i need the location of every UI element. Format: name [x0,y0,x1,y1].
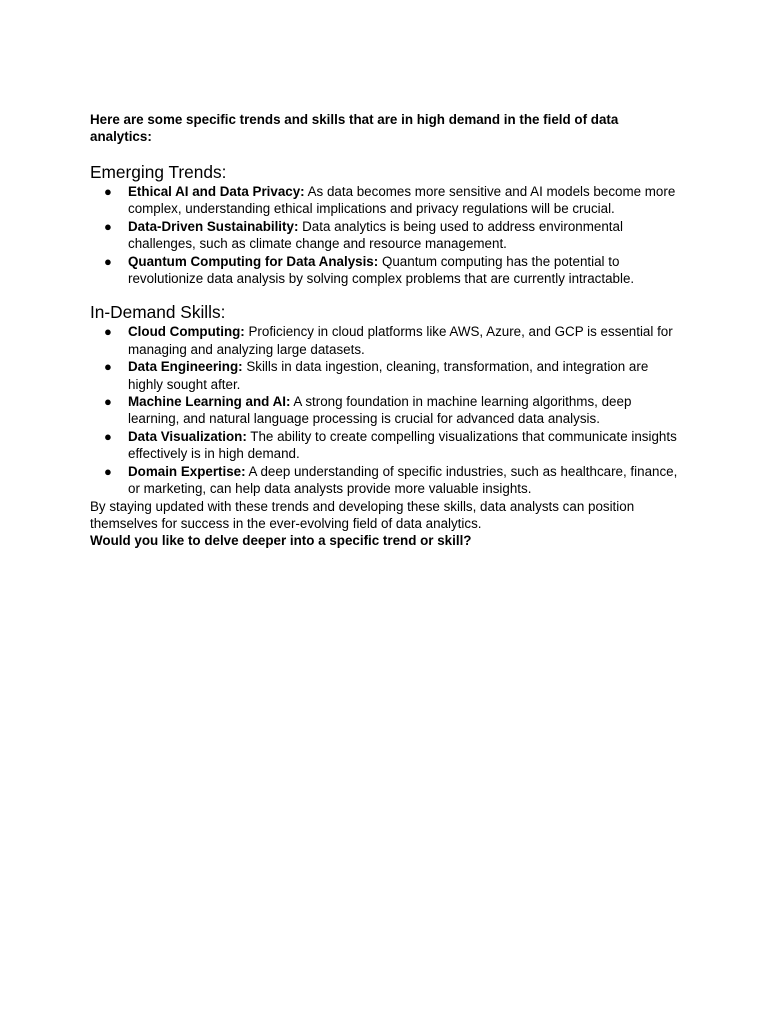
trend-title: Quantum Computing for Data Analysis: [128,253,379,269]
skill-text: Proficiency in cloud platforms like AWS, Azure, and GCP is essential for managing and analyzing large datasets. [128,324,673,357]
skill-item-data-engineering [90,358,680,393]
bullet-icon: ● [104,184,112,199]
skills-heading: In-Demand Skills: [90,302,226,323]
document-page [90,111,680,550]
trend-item-sustainability [90,218,680,253]
trend-title: Ethical AI and Data Privacy: [128,184,305,199]
skill-text: A deep understanding of specific industries, such as healthcare, finance, or marketing, can help data analysts provide more valuable insights. [128,463,678,497]
follow-up-question: Would you like to delve deeper into a specific trend or skill? [90,533,472,549]
skill-item-visualization [90,428,680,463]
skill-item-ml-ai [90,393,680,428]
skill-title: Data Engineering: [128,359,243,375]
trend-text: Data analytics is being used to address environmental challenges, such as climate change and resource management. [128,218,623,252]
skill-item-cloud [90,323,680,358]
closing-paragraph: By staying updated with these trends and developing these skills, data analysts can position themselves for success in the ever-evolving field of data analytics. [90,498,635,531]
skill-text: The ability to create compelling visualizations that communicate insights effectively is in high demand. [128,428,677,462]
trends-heading: Emerging Trends: [90,162,227,182]
trend-item-quantum [90,253,680,288]
skill-text: Skills in data ingestion, cleaning, transformation, and integration are highly sought after. [128,359,649,392]
skills-list [90,323,680,497]
skill-text: A strong foundation in machine learning algorithms, deep learning, and natural language processing is crucial for advanced data analysis. [128,394,632,427]
bullet-icon: ● [104,253,112,269]
skill-title: Cloud Computing: [128,324,245,340]
bullet-icon: ● [104,324,112,340]
trend-text: Quantum computing has the potential to revolutionize data analysis by solving complex problems that are currently intractable. [128,253,635,287]
bullet-icon: ● [104,394,112,410]
intro-text: Here are some specific trends and skills that are in high demand in the field of data analytics: [90,112,619,144]
bullet-icon: ● [104,428,112,444]
bullet-icon: ● [104,218,112,234]
trend-title: Data-Driven Sustainability: [128,218,299,234]
trend-item-ethical-ai [90,183,680,218]
skill-item-domain-expertise [90,463,680,498]
bullet-icon: ● [104,359,112,375]
bullet-icon: ● [104,463,112,479]
skill-title: Machine Learning and AI: [128,394,291,410]
trend-text: As data becomes more sensitive and AI models become more complex, understanding ethical implications and privacy regulations will be crucial. [128,184,676,217]
skill-title: Data Visualization: [128,428,247,444]
skill-title: Domain Expertise: [128,463,246,479]
trends-list [90,183,680,287]
